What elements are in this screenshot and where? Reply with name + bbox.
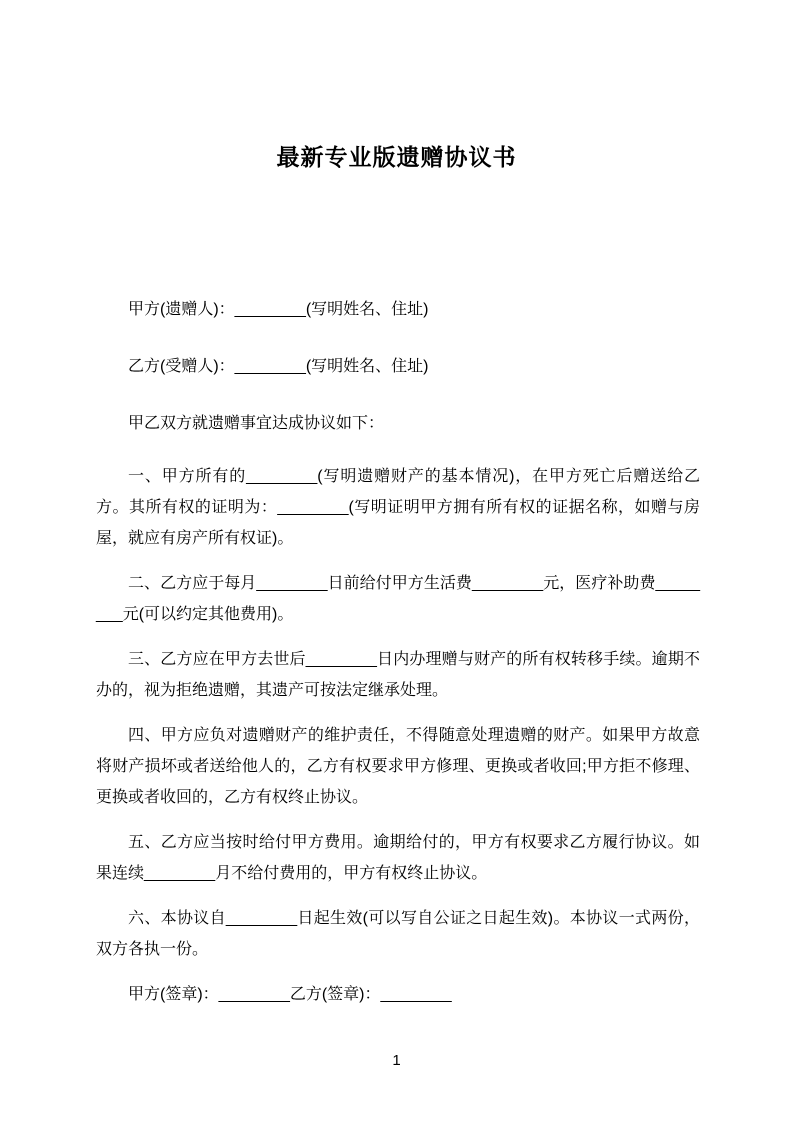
document-body: [96, 294, 700, 1010]
page-number: 1: [392, 1052, 401, 1069]
clause-6: 六、本协议自________日起生效(可以写自公证之日起生效)。本协议一式两份，双方各执一份。: [96, 910, 700, 958]
signature-line: 甲方(签章)：________乙方(签章)：________: [128, 986, 452, 1003]
party-a-line: 甲方(遗赠人)：________(写明姓名、住址): [128, 301, 429, 318]
clause-3: 三、乙方应在甲方去世后________日内办理赠与财产的所有权转移手续。逾期不办的，视为拒绝遗赠，其遗产可按法定继承处理。: [96, 651, 700, 699]
clause-2: 二、乙方应于每月________日前给付甲方生活费________元，医疗补助费________元(可以约定其他费用)。: [96, 575, 700, 623]
clause-1: 一、甲方所有的________(写明遗赠财产的基本情况)，在甲方死亡后赠送给乙方。其所有权的证明为：________(写明证明甲方拥有所有权的证据名称，如赠与房屋，就应有房产所有权证)。: [96, 468, 700, 547]
clause-4: 四、甲方应负对遗赠财产的维护责任，不得随意处理遗赠的财产。如果甲方故意将财产损坏或者送给他人的，乙方有权要求甲方修理、更换或者收回;甲方拒不修理、更换或者收回的，乙方有权终止协议。: [96, 727, 700, 806]
clause-5: 五、乙方应当按时给付甲方费用。逾期给付的，甲方有权要求乙方履行协议。如果连续________月不给付费用的，甲方有权终止协议。: [96, 834, 700, 882]
party-b-line: 乙方(受赠人)：________(写明姓名、住址): [128, 358, 429, 375]
preamble-line: 甲乙双方就遗赠事宜达成协议如下：: [128, 415, 385, 432]
document-title: 最新专业版遗赠协议书: [276, 144, 517, 170]
